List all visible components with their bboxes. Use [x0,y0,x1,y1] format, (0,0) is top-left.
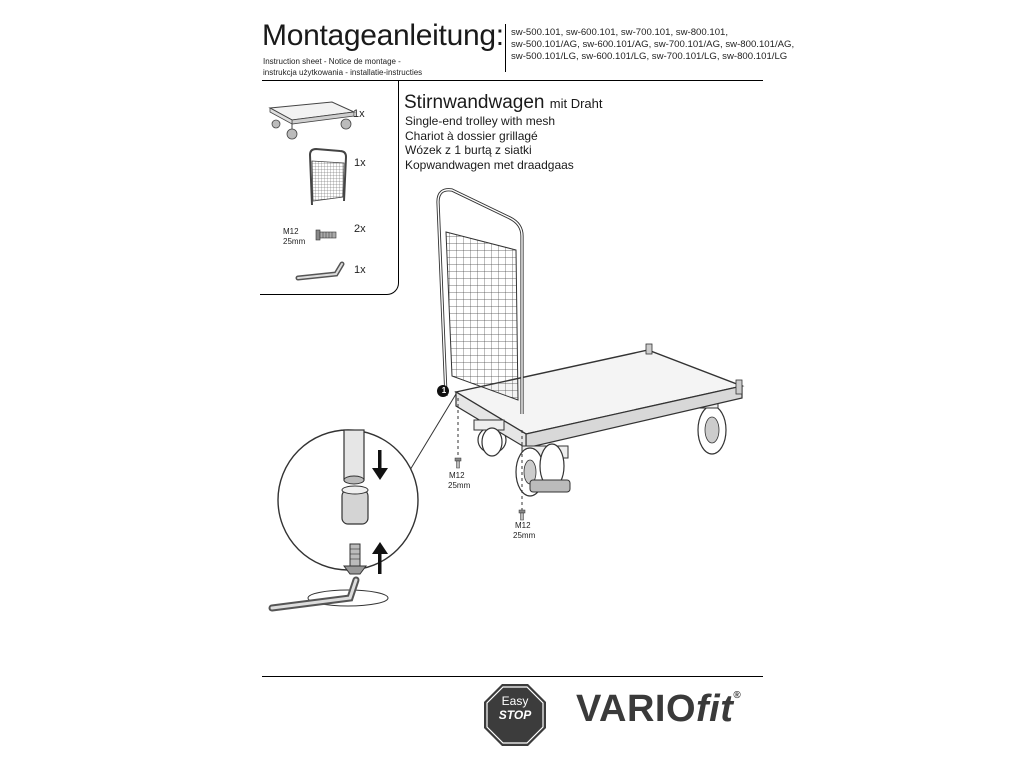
product-title [404,92,603,115]
part-qty-3: 2x [354,223,366,235]
screw-label-a-line-1: M12 [449,471,465,480]
screw-callout-a [455,458,461,468]
mesh-end-wall [438,190,522,414]
screw-spec-line-1: M12 [283,227,299,236]
translation-pl: Wózek z 1 burtą z siatki [405,143,532,158]
footer-rule [262,676,763,677]
translation-nl: Kopwandwagen met draadgaas [405,158,574,173]
screw-callout-b [519,510,525,520]
product-title-suffix: mit Draht [549,96,603,111]
header-divider [505,24,506,72]
model-line-1: sw-500.101, sw-600.101, sw-700.101, sw-800.101, [511,27,729,38]
model-list [511,27,794,63]
product-translations [405,114,574,173]
screw-label-b-line-2: 25mm [513,531,536,540]
screw-label-a-line-2: 25mm [448,481,471,490]
model-line-2: sw-500.101/AG, sw-600.101/AG, sw-700.101/AG, sw-800.101/AG, [511,39,795,50]
translation-en: Single-end trolley with mesh [405,114,556,128]
subtitle-line-2: instrukcja użytkowania - installatie-instructies [263,68,423,77]
translation-fr: Chariot à dossier grillagé [405,128,538,143]
subtitle-line-1: Instruction sheet - Notice de montage - [263,57,401,66]
badge-text-stop: STOP [498,708,532,722]
part-qty-2: 1x [354,157,366,169]
part-qty-4: 1x [354,264,366,276]
brand-registered: ® [733,690,742,701]
brand-fit: fit [696,688,734,730]
callout-leader [410,394,456,470]
screw-spec-line-2: 25mm [283,237,306,246]
trolley-base-icon [262,94,362,140]
brand-logo [576,688,741,731]
brand-main: VARIO [576,688,697,730]
step-number: 1 [441,386,447,395]
screw-label-b-line-1: M12 [515,521,531,530]
badge-text-easy: Easy [501,694,529,708]
document-title: Montageanleitung: [262,19,504,52]
product-title-main: Stirnwandwagen [404,92,545,113]
model-line-3: sw-500.101/LG, sw-600.101/LG, sw-700.101/LG, sw-800.101/LG [511,51,788,62]
front-wheel-right [516,444,570,496]
part-qty-1: 1x [353,108,365,120]
detail-zoom [278,430,418,574]
assembly-diagram [260,180,780,620]
